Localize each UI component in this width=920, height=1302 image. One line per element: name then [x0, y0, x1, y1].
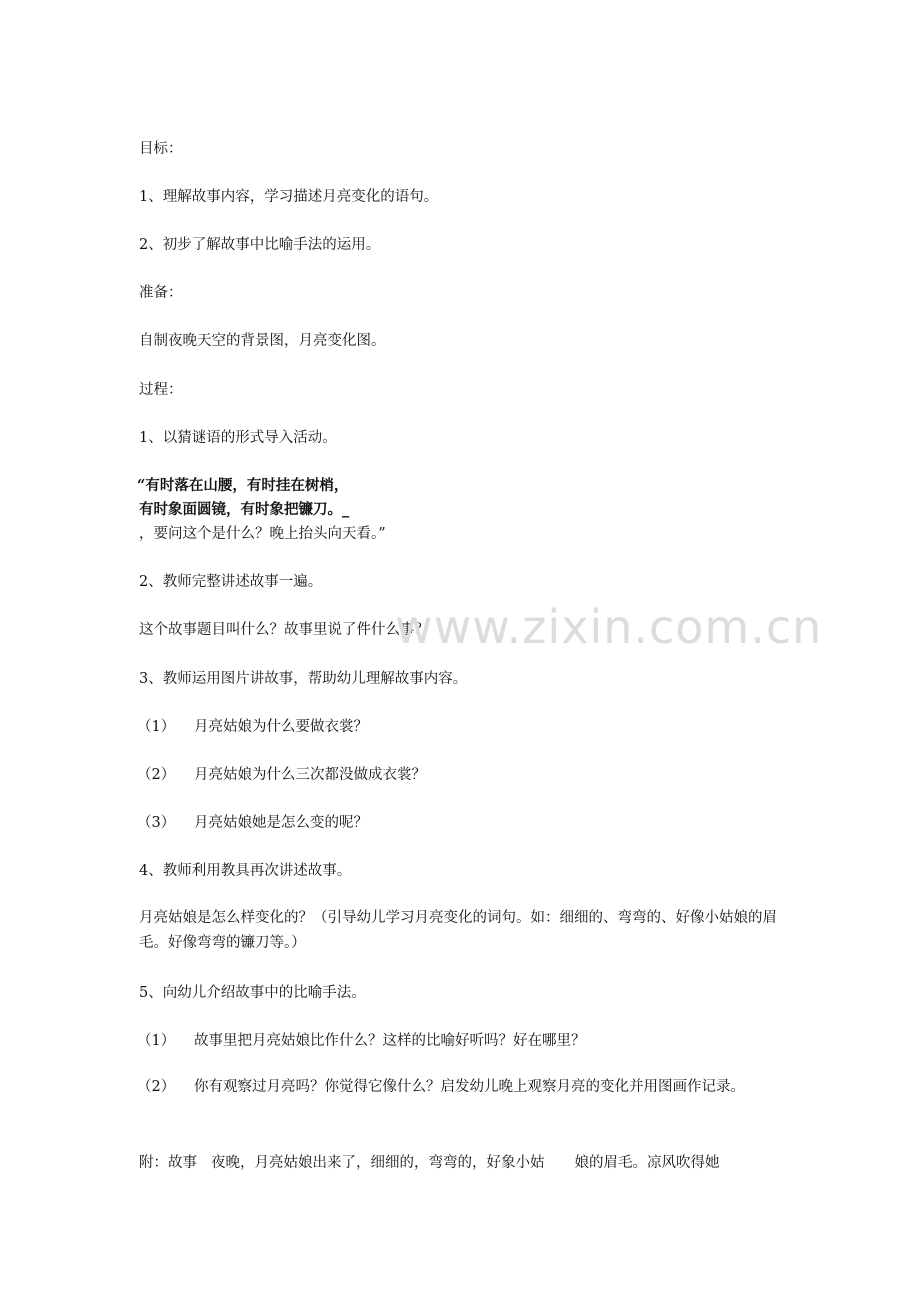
riddle-line-3: ，要问这个是什么？晚上抬头向天看。” — [139, 526, 386, 542]
appendix-text-2: 娘的眉毛。凉风吹得她 — [574, 1155, 720, 1171]
item-number: （2） — [137, 767, 176, 783]
item-number: （3） — [137, 815, 176, 831]
step-3-item-3 — [137, 813, 368, 833]
goal-item-2: 2、初步了解故事中比喻手法的运用。 — [139, 237, 381, 253]
item-text: 月亮姑娘她是怎么变的呢？ — [194, 815, 368, 831]
prep-text: 自制夜晚天空的背景图，月亮变化图。 — [139, 333, 386, 349]
step-3-item-2 — [137, 765, 426, 785]
watermark: www.zixin.com.cn — [395, 600, 823, 654]
item-text: 你有观察过月亮吗？你觉得它像什么？启发幼儿晚上观察月亮的变化并用图画作记录。 — [194, 1079, 745, 1095]
goal-heading: 目标： — [139, 141, 183, 157]
step-5-item-1 — [137, 1031, 586, 1051]
item-text: 故事里把月亮姑娘比作什么？这样的比喻好听吗？好在哪里？ — [194, 1033, 586, 1049]
appendix-text-1: 夜晚，月亮姑娘出来了，细细的，弯弯的，好象小姑 — [211, 1155, 545, 1171]
item-text: 月亮姑娘为什么要做衣裳？ — [194, 719, 368, 735]
process-step-4: 4、教师利用教具再次讲述故事。 — [139, 863, 352, 879]
process-step-1: 1、以猜谜语的形式导入活动。 — [139, 430, 337, 446]
process-step-5: 5、向幼儿介绍故事中的比喻手法。 — [139, 985, 366, 1001]
riddle-line-2: 有时象面圆镜，有时象把镰刀。_ — [139, 501, 350, 518]
step-3-item-1 — [137, 717, 368, 737]
appendix-line — [139, 1153, 720, 1173]
process-heading: 过程： — [139, 382, 183, 398]
prep-heading: 准备： — [139, 285, 183, 301]
process-step-2-question: 这个故事题目叫什么？故事里说了件什么事？ — [139, 622, 429, 638]
item-text: 月亮姑娘为什么三次都没做成衣裳？ — [194, 767, 426, 783]
process-step-4-text: 月亮姑娘是怎么样变化的？（引导幼儿学习月亮变化的词句。如：细细的、弯弯的、好像小姑娘的眉毛。好像弯弯的镰刀等。） — [139, 910, 777, 951]
item-number: （1） — [137, 719, 176, 735]
process-step-3: 3、教师运用图片讲故事，帮助幼儿理解故事内容。 — [139, 671, 468, 687]
goal-item-1: 1、理解故事内容，学习描述月亮变化的语句。 — [139, 189, 439, 205]
step-5-item-2 — [137, 1075, 787, 1100]
item-number: （1） — [137, 1033, 176, 1049]
appendix-label: 附：故事 — [139, 1155, 197, 1171]
process-step-2: 2、教师完整讲述故事一遍。 — [139, 574, 323, 590]
item-number: （2） — [137, 1079, 176, 1095]
riddle-line-1: “有时落在山腰，有时挂在树梢， — [137, 477, 349, 494]
